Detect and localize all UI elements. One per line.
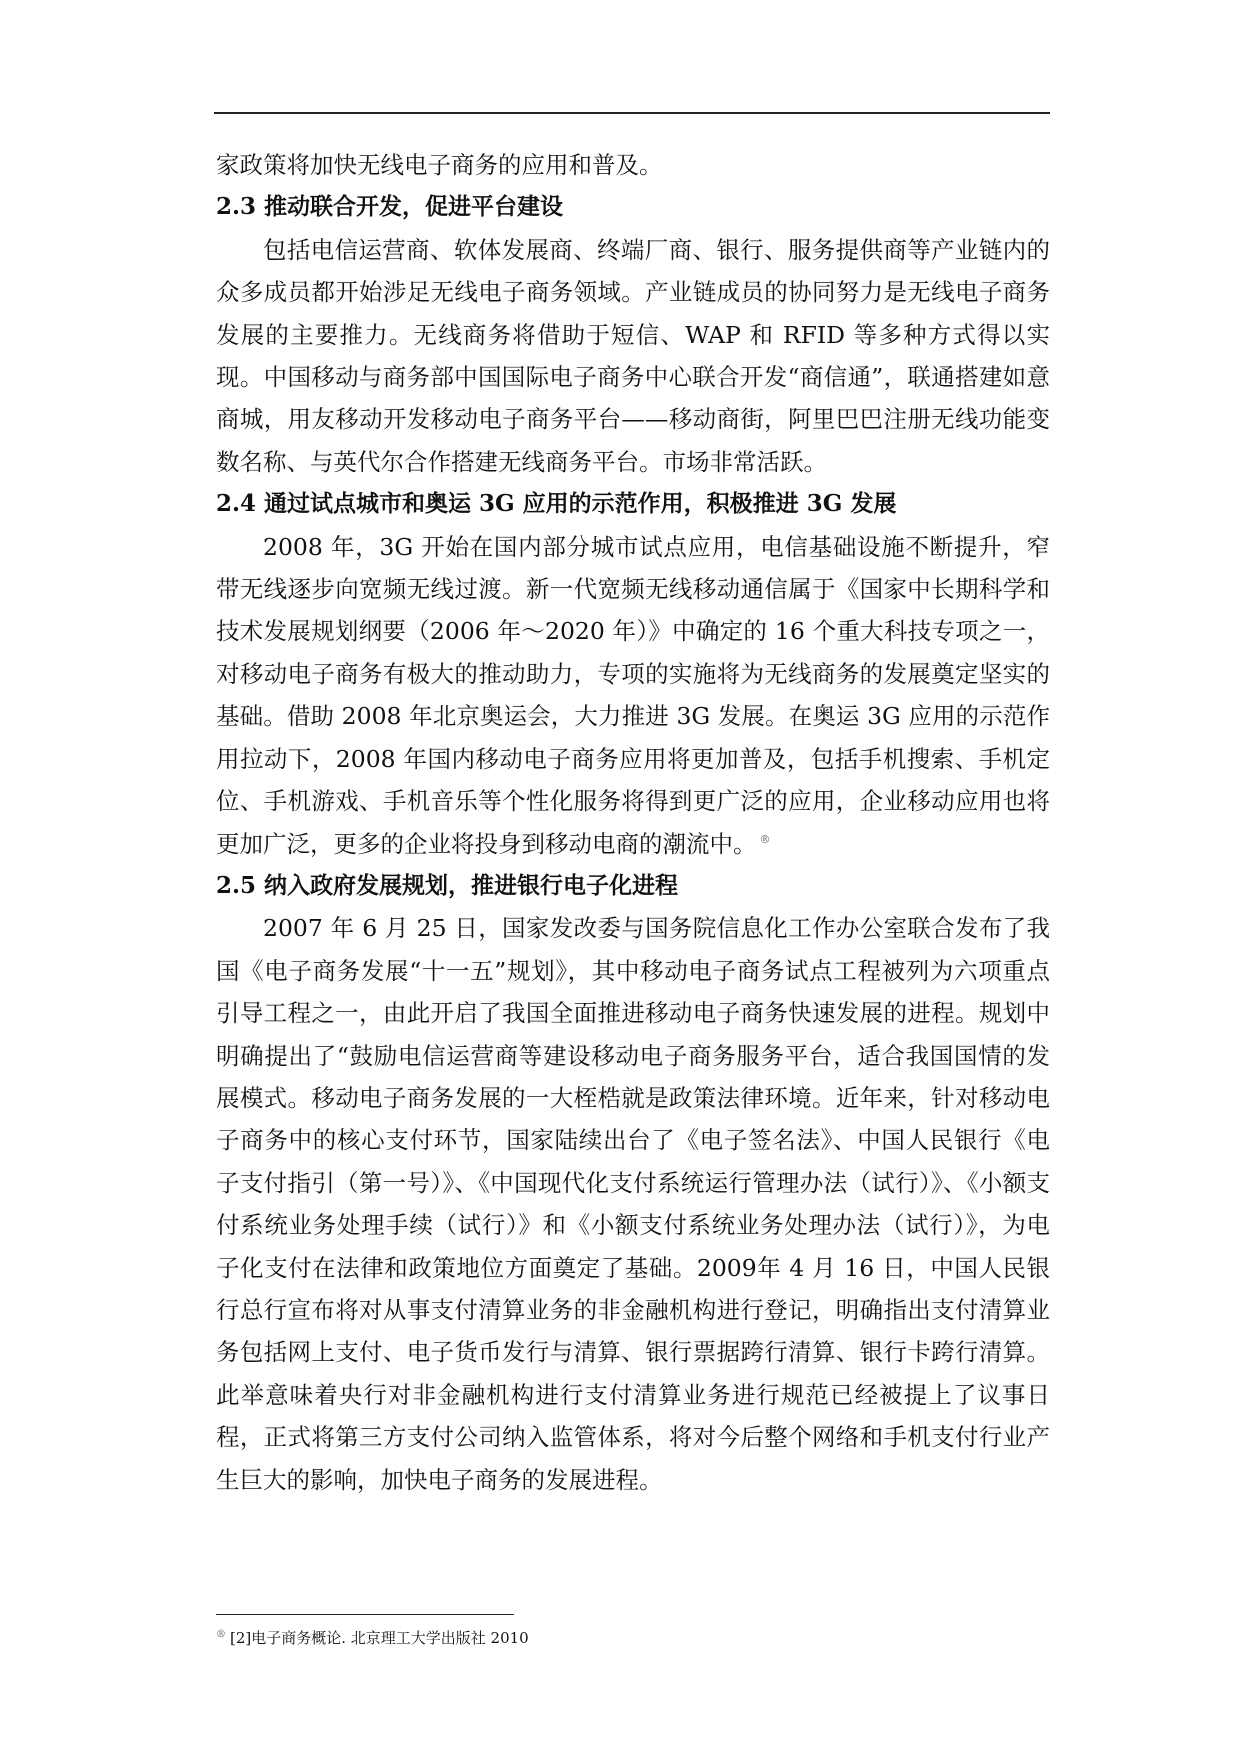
body-text: [216, 144, 1050, 1501]
paragraph-text: 家政策将加快无线电子商务的应用和普及。: [216, 151, 663, 179]
header-rule: [214, 112, 1050, 114]
footnote-reference: ®: [759, 832, 771, 846]
section-heading: [216, 186, 1050, 228]
paragraph: [216, 229, 1050, 483]
paragraph: [216, 144, 1050, 186]
paragraph-text: 2008 年，3G 开始在国内部分城市试点应用，电信基础设施不断提升，窄带无线逐步向宽频无线过渡。新一代宽频无线移动通信属于《国家中长期科学和技术发展规划纲要（2006 年～2020 年）》中确定的 16 个重大科技专项之一，对移动电子商务有极大的推动助力，专项的实施将为无线商务的发展奠定坚实的基础。借助 2008 年北京奥运会，大力推进 3G 发展。在奥运 3G 应用的示范作用拉动下，2008 年国内移动电子商务应用将更加普及，包括手机搜索、手机定位、手机游戏、手机音乐等个性化服务将得到更广泛的应用，企业移动应用也将更加广泛，更多的企业将投身到移动电商的潮流中。: [216, 532, 1050, 858]
paragraph-text: 包括电信运营商、软体发展商、终端厂商、银行、服务提供商等产业链内的众多成员都开始涉足无线电子商务领域。产业链成员的协同努力是无线电子商务发展的主要推力。无线商务将借助于短信、WAP 和 RFID 等多种方式得以实现。中国移动与商务部中国国际电子商务中心联合开发“商信通”，联通搭建如意商城，用友移动开发移动电子商务平台——移动商街，阿里巴巴注册无线功能变数名称、与英代尔合作搭建无线商务平台。市场非常活跃。: [216, 235, 1050, 476]
footnote-rule: [216, 1614, 514, 1615]
heading-text: 2.4 通过试点城市和奥运 3G 应用的示范作用，积极推进 3G 发展: [216, 490, 897, 518]
paragraph: [216, 907, 1050, 1501]
section-heading: [216, 483, 1050, 525]
footnote-text: [2]电子商务概论. 北京理工大学出版社 2010: [230, 1629, 529, 1647]
footnote: [216, 1624, 1050, 1649]
footnote-mark: ®: [216, 1629, 226, 1640]
paragraph-text: 2007 年 6 月 25 日，国家发改委与国务院信息化工作办公室联合发布了我国《电子商务发展“十一五”规划》，其中移动电子商务试点工程被列为六项重点引导工程之一，由此开启了我国全面推进移动电子商务快速发展的进程。规划中明确提出了“鼓励电信运营商等建设移动电子商务服务平台，适合我国国情的发展模式。移动电子商务发展的一大桎梏就是政策法律环境。近年来，针对移动电子商务中的核心支付环节，国家陆续出台了《电子签名法》、中国人民银行《电子支付指引（第一号）》、《中国现代化支付系统运行管理办法（试行）》、《小额支付系统业务处理手续（试行）》和《小额支付系统业务处理办法（试行）》，为电子化支付在法律和政策地位方面奠定了基础。2009年 4 月 16 日，中国人民银行总行宣布将对从事支付清算业务的非金融机构进行登记，明确指出支付清算业务包括网上支付、电子货币发行与清算、银行票据跨行清算、银行卡跨行清算。此举意味着央行对非金融机构进行支付清算业务进行规范已经被提上了议事日程，正式将第三方支付公司纳入监管体系，将对今后整个网络和手机支付行业产生巨大的影响，加快电子商务的发展进程。: [216, 914, 1050, 1494]
paragraph: [216, 526, 1050, 865]
heading-text: 2.5 纳入政府发展规划，推进银行电子化进程: [216, 871, 679, 899]
section-heading: [216, 865, 1050, 907]
heading-text: 2.3 推动联合开发，促进平台建设: [216, 193, 564, 221]
